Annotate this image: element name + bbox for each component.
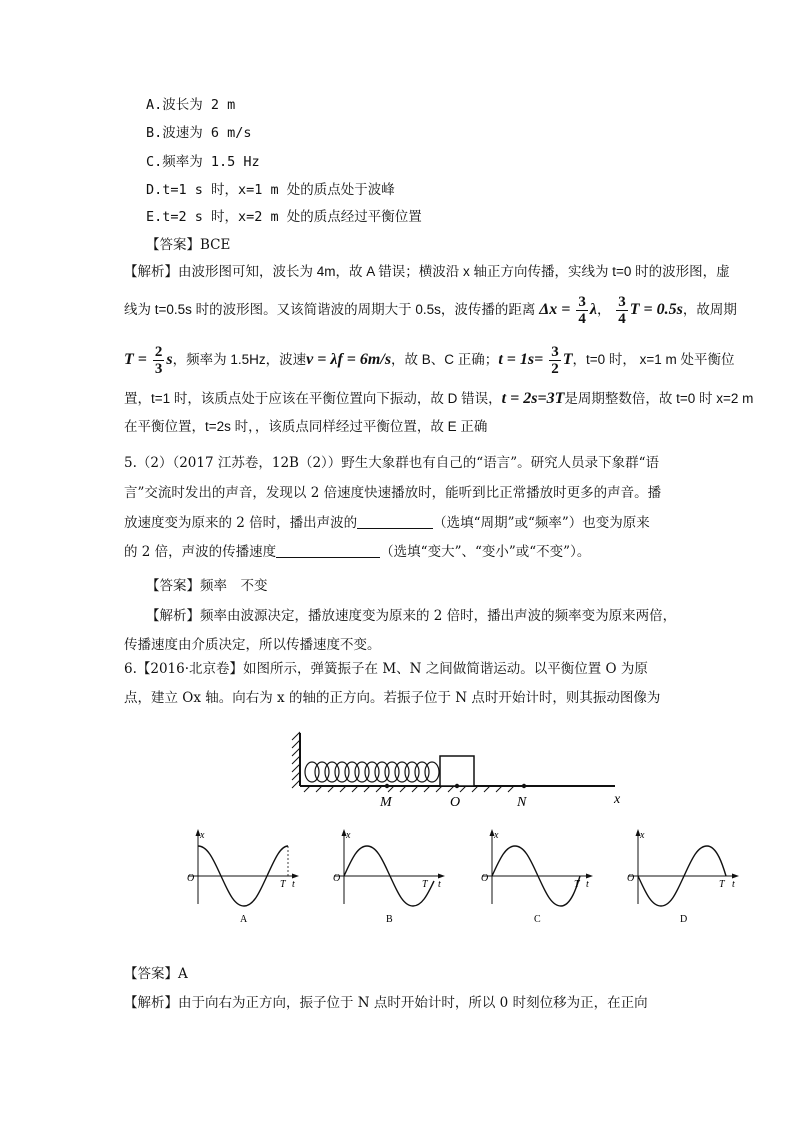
q4-analysis-line-2: 线为 t=0.5s 时的波形图。又该简谐波的周期大于 0.5s，波传播的距离 Δx = $\frac{3}{4}$ λ， $\frac{3}{4}$ T = 0.5s，故周期 bbox=[124, 293, 737, 327]
q5-blank-2[interactable] bbox=[276, 543, 380, 558]
graph-d bbox=[616, 826, 742, 924]
q5-line-4: 的 2 倍，声波的传播速度 （选填“变大”、“变小”或“不变”）。 bbox=[124, 544, 591, 560]
graph-d-t: t bbox=[732, 879, 735, 890]
q4-analysis-line-4: 置，t=1 时，该质点处于应该在平衡位置向下振动，故 D 错误，t = 2s=3T是周期整数倍，故 t=0 时 x=2 m bbox=[124, 390, 754, 407]
fig-label-m: M bbox=[380, 795, 392, 808]
graph-d-axis-y: x bbox=[640, 830, 645, 841]
q5-line-3: 放速度变为原来的 2 倍时，播出声波的 （选填“周期”或“频率”）也变为原来 bbox=[124, 515, 650, 531]
q4-analysis-line-1: 【解析】由波形图可知，波长为 4m，故 A 错误；横波沿 x 轴正方向传播，实线为 t=0 时的波形图，虚 bbox=[124, 264, 730, 280]
option-e: E.t=2 s 时，x=2 m 处的质点经过平衡位置 bbox=[146, 209, 422, 225]
q5-analysis-line-2: 传播速度由介质决定，所以传播速度不变。 bbox=[124, 637, 381, 653]
fig-label-n: N bbox=[517, 795, 527, 808]
q4-analysis-line-3: T = $\frac{2}{3}$ s，频率为 1.5Hz，波速v = λf = 6m/s，故 B、C 正确；t = 1s= $\frac{3}{2}$ T，t=0 时， x=1 m 处平衡位 bbox=[124, 343, 735, 377]
graph-b-origin: O bbox=[333, 873, 341, 884]
graph-b-caption: B bbox=[386, 914, 393, 924]
q5-line-1: 5.（2）（2017 江苏卷，12B（2））野生大象群也有自己的“语言”。研究人员录下象群“语 bbox=[124, 455, 660, 471]
option-b: B.波速为 6 m/s bbox=[146, 125, 252, 141]
graph-c-origin: O bbox=[481, 873, 489, 884]
q6-line-1: 6.【2016·北京卷】如图所示，弹簧振子在 M、N 之间做简谐运动。以平衡位置 O 为原 bbox=[124, 661, 648, 677]
graph-d-T: T bbox=[719, 879, 725, 890]
q6-answer: 【答案】A bbox=[124, 966, 188, 982]
q4-analysis-line-5: 在平衡位置，t=2s 时，，该质点同样经过平衡位置，故 E 正确 bbox=[124, 419, 488, 434]
graph-a bbox=[176, 826, 302, 924]
q6-analysis-line-1: 【解析】由于向右为正方向，振子位于 N 点时开始计时，所以 0 时刻位移为正，在正向 bbox=[124, 995, 648, 1011]
spring-oscillator-figure bbox=[290, 728, 640, 808]
graph-c bbox=[470, 826, 596, 924]
q5-answer: 【答案】频率 不变 bbox=[146, 578, 268, 594]
graph-b-t: t bbox=[438, 879, 441, 890]
graph-d-origin: O bbox=[627, 873, 635, 884]
q5-analysis-line-1: 【解析】频率由波源决定，播放速度变为原来的 2 倍时，播出声波的频率变为原来两倍， bbox=[146, 608, 677, 624]
option-a: A.波长为 2 m bbox=[146, 97, 236, 113]
graph-c-T: T bbox=[574, 879, 580, 890]
q6-line-2: 点，建立 Ox 轴。向右为 x 的轴的正方向。若振子位于 N 点时开始计时，则其振动图像为 bbox=[124, 690, 661, 706]
graph-a-T: T bbox=[280, 879, 286, 890]
graph-b-axis-y: x bbox=[346, 830, 351, 841]
q4-answer: 【答案】BCE bbox=[146, 237, 231, 253]
fig-label-o: O bbox=[450, 795, 461, 808]
graph-a-caption: A bbox=[240, 914, 248, 924]
q5-blank-1[interactable] bbox=[357, 514, 433, 529]
graph-b-T: T bbox=[422, 879, 428, 890]
graph-a-axis-y: x bbox=[200, 830, 205, 841]
graph-a-t: t bbox=[292, 879, 295, 890]
fig-label-x: x bbox=[614, 792, 621, 807]
option-d: D.t=1 s 时，x=1 m 处的质点处于波峰 bbox=[146, 182, 395, 198]
graph-b bbox=[322, 826, 448, 924]
graph-c-caption: C bbox=[534, 914, 541, 924]
q5-line-2: 言”交流时发出的声音，发现以 2 倍速度快速播放时，能听到比正常播放时更多的声音。播 bbox=[124, 485, 662, 501]
option-c: C.频率为 1.5 Hz bbox=[146, 154, 260, 170]
graph-c-t: t bbox=[586, 879, 589, 890]
graph-d-caption: D bbox=[680, 914, 688, 924]
graph-a-origin: O bbox=[187, 873, 195, 884]
graph-c-axis-y: x bbox=[494, 830, 499, 841]
